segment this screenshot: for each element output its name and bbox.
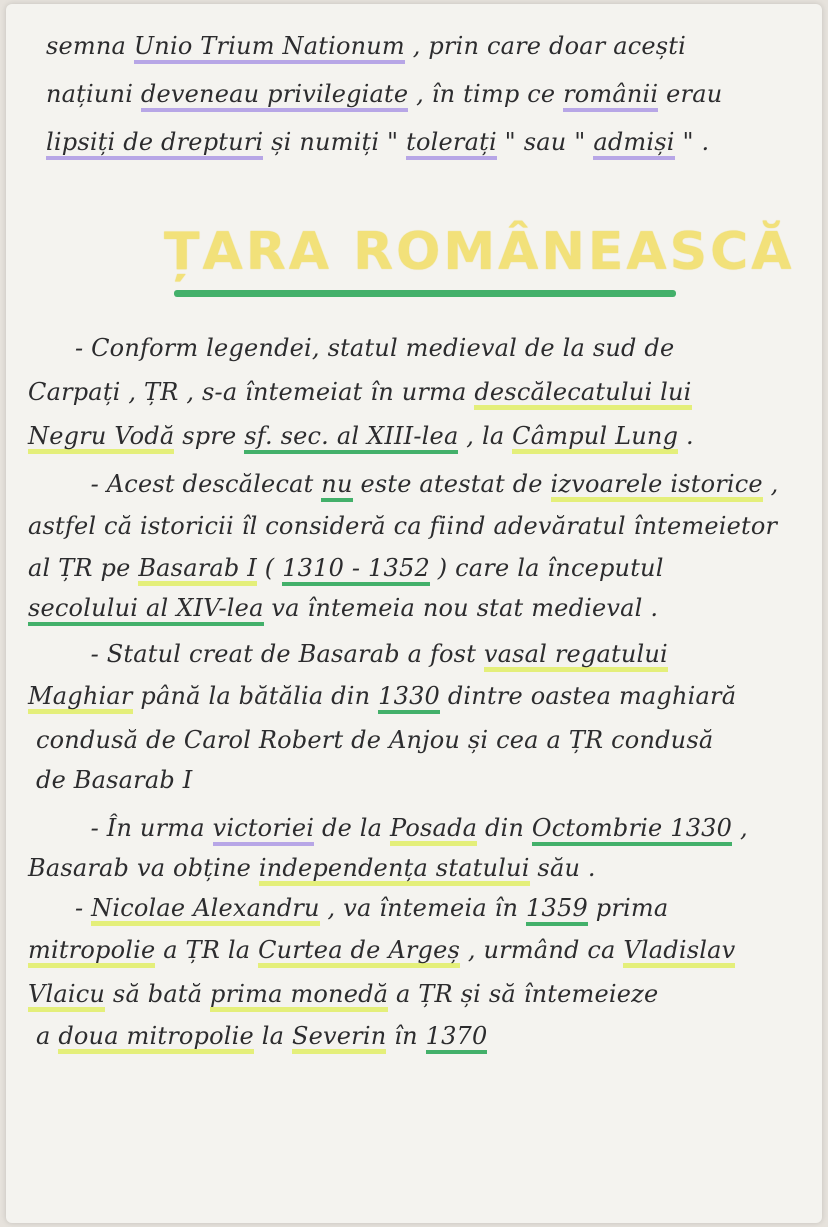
highlighted-term: Severin — [292, 1022, 386, 1054]
title-underline — [174, 290, 676, 297]
highlighted-term: Curtea de Argeș — [258, 936, 460, 968]
highlighted-term: doua mitropolie — [58, 1022, 254, 1054]
text-segment: - Acest descălecat — [28, 470, 322, 498]
text-segment: prima — [587, 894, 669, 922]
body-lines-2 — [28, 422, 694, 450]
body-lines-5 — [28, 554, 664, 582]
highlighted-term: admiși — [593, 128, 674, 160]
intro-lines-2 — [46, 128, 709, 156]
highlighted-term: deveneau privilegiate — [141, 80, 408, 112]
highlighted-term: Nicolae Alexandru — [91, 894, 320, 926]
highlighted-term: nu — [321, 470, 352, 502]
text-segment: a ȚR la — [155, 936, 259, 964]
body-lines-0 — [28, 334, 674, 362]
highlighted-term: Vladislav — [623, 936, 735, 968]
text-segment: - Conform legendei, statul medieval de la sud de — [28, 334, 675, 362]
text-segment: a — [36, 1022, 59, 1050]
text-segment: este atestat de — [352, 470, 551, 498]
text-segment: - — [28, 894, 92, 922]
highlighted-term: Vlaicu — [28, 980, 105, 1012]
body-lines-8 — [28, 682, 736, 710]
text-segment: , va întemeia în — [319, 894, 527, 922]
highlighted-term: sf. sec. al XIII-lea — [244, 422, 458, 454]
body-lines-12 — [28, 854, 596, 882]
text-segment: de la — [314, 814, 391, 842]
highlighted-term: 1370 — [426, 1022, 488, 1054]
highlighted-term: izvoarele istorice — [551, 470, 763, 502]
text-segment: său . — [529, 854, 596, 882]
highlighted-term: Posada — [390, 814, 477, 846]
text-segment: - În urma — [28, 814, 213, 842]
text-segment: astfel că istoricii îl consideră ca fiind adevăratul întemeietor — [28, 512, 778, 540]
body-lines-16 — [36, 1022, 487, 1050]
text-segment: de Basarab I — [36, 766, 193, 794]
text-segment: semna — [46, 32, 134, 60]
highlighted-term: vasal regatului — [484, 640, 668, 672]
text-segment: spre — [174, 422, 245, 450]
body-lines-10 — [36, 766, 192, 794]
text-segment: condusă de Carol Robert de Anjou și cea a ȚR condusă — [36, 726, 714, 754]
intro-lines-1 — [46, 80, 722, 108]
highlighted-term: victoriei — [213, 814, 315, 846]
highlighted-term: Negru Vodă — [28, 422, 174, 454]
notebook-page — [6, 4, 822, 1223]
highlighted-term: mitropolie — [28, 936, 155, 968]
highlighted-term: Maghiar — [28, 682, 133, 714]
text-segment: la — [253, 1022, 292, 1050]
text-segment: să bată — [105, 980, 211, 1008]
text-segment: , prin care doar acești — [404, 32, 687, 60]
highlighted-term: descălecatului lui — [474, 378, 691, 410]
text-segment: - Statul creat de Basarab a fost — [28, 640, 484, 668]
highlighted-term: lipsiți de drepturi — [46, 128, 263, 160]
body-lines-3 — [28, 470, 779, 498]
text-segment: va întemeia nou stat medieval . — [263, 594, 659, 622]
text-segment: . — [678, 422, 694, 450]
text-segment: națiuni — [46, 80, 141, 108]
highlighted-term: 1330 — [378, 682, 440, 714]
text-segment: din — [477, 814, 532, 842]
body-lines-11 — [28, 814, 748, 842]
highlighted-term: 1359 — [526, 894, 588, 926]
highlighted-term: Unio Trium Nationum — [134, 32, 405, 64]
body-lines-1 — [28, 378, 692, 406]
text-segment: " . — [674, 128, 710, 156]
text-segment: Carpați , ȚR , s-a întemeiat în urma — [28, 378, 475, 406]
body-lines-4 — [28, 512, 777, 540]
text-segment: a ȚR și să întemeieze — [388, 980, 659, 1008]
text-segment: al ȚR pe — [28, 554, 139, 582]
text-segment: dintre oastea maghiară — [440, 682, 737, 710]
text-segment: erau — [658, 80, 723, 108]
text-segment: , — [732, 814, 748, 842]
page-title: ȚARA ROMÂNEASCĂ — [164, 222, 795, 282]
highlighted-term: românii — [563, 80, 658, 112]
text-segment: , — [762, 470, 779, 498]
text-segment: și numiți " — [263, 128, 407, 156]
text-segment: Basarab va obține — [28, 854, 259, 882]
highlighted-term: 1310 - 1352 — [282, 554, 430, 586]
highlighted-term: independența statului — [259, 854, 530, 886]
highlighted-term: Basarab I — [138, 554, 257, 586]
intro-lines-0 — [46, 32, 686, 60]
text-segment: ) care la începutul — [429, 554, 664, 582]
highlighted-term: Câmpul Lung — [512, 422, 678, 454]
text-segment: " sau " — [496, 128, 594, 156]
body-lines-6 — [28, 594, 658, 622]
text-segment: , în timp ce — [408, 80, 564, 108]
body-lines-15 — [28, 980, 658, 1008]
text-segment: , la — [458, 422, 513, 450]
highlighted-term: tolerați — [406, 128, 497, 160]
body-lines-14 — [28, 936, 735, 964]
body-lines-7 — [28, 640, 668, 668]
highlighted-term: secolului al XIV-lea — [28, 594, 264, 626]
text-segment: , urmând ca — [460, 936, 624, 964]
body-lines-9 — [36, 726, 713, 754]
highlighted-term: Octombrie 1330 — [532, 814, 732, 846]
text-segment: ( — [256, 554, 283, 582]
text-segment: până la bătălia din — [132, 682, 379, 710]
highlighted-term: prima monedă — [210, 980, 388, 1012]
body-lines-13 — [28, 894, 668, 922]
text-segment: în — [386, 1022, 426, 1050]
